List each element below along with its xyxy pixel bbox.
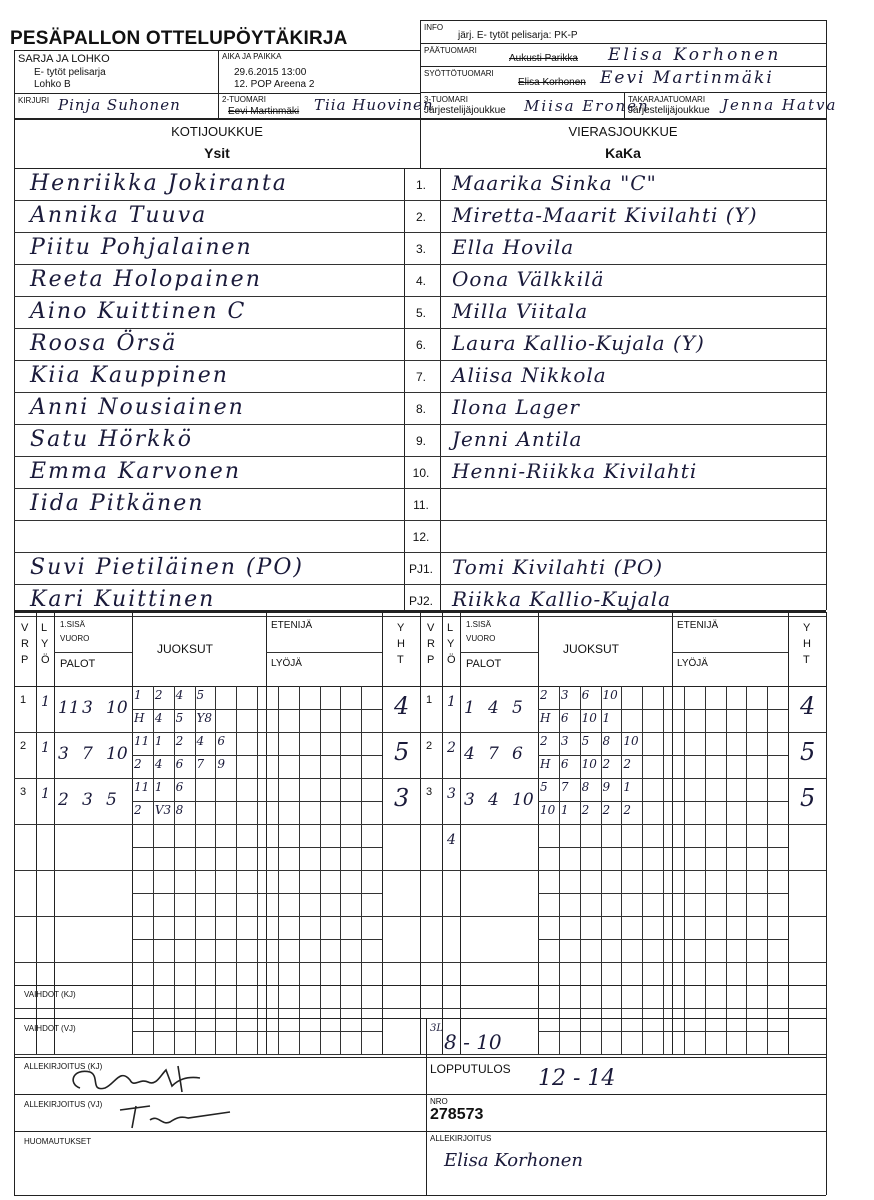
away-player-name: Ilona Lager (452, 395, 580, 419)
run-bottom-value: 10 (581, 757, 597, 771)
inning-number: 1 (20, 694, 27, 706)
run-bottom-value: Y8 (196, 711, 213, 725)
run-top-value: 1 (134, 688, 142, 702)
col-vrp-label: P (427, 654, 435, 666)
col-yht-label: T (803, 654, 810, 666)
home-coach-name: Kari Kuittinen (30, 587, 216, 612)
vaihdot-kj-label: VAIHDOT (KJ) (24, 990, 76, 999)
signature-kj (60, 1058, 220, 1100)
run-top-value: 8 (581, 780, 590, 794)
run-top-value: 11 (134, 734, 150, 748)
run-bottom-value: H (540, 711, 551, 725)
col-yht-label: H (803, 638, 811, 650)
roster-number: 1. (415, 178, 426, 192)
home-team-name: Ysit (204, 145, 230, 161)
col-lyoja-label: LYÖJÄ (271, 658, 302, 669)
run-top-value: 2 (154, 688, 163, 702)
run-top-value: 10 (602, 688, 618, 702)
tuomari2-handwritten: Tiia Huovinen (314, 96, 434, 114)
run-bottom-value: H (134, 711, 145, 725)
palot-value: 4 (464, 744, 475, 764)
run-top-value: 7 (560, 780, 569, 794)
home-player-name: Kiia Kauppinen (30, 363, 229, 388)
run-bottom-value: 6 (560, 757, 569, 771)
run-top-value: 1 (623, 780, 631, 794)
home-coach-name: Suvi Pietiläinen (PO) (30, 555, 304, 580)
inning-total: 5 (800, 738, 816, 766)
run-bottom-value: 6 (560, 711, 569, 725)
run-top-value: 6 (217, 734, 225, 748)
run-top-value: 4 (175, 688, 184, 702)
run-bottom-value: 1 (602, 711, 611, 725)
away-team-label: VIERASJOUKKUE (568, 124, 678, 139)
huomautukset-label: HUOMAUTUKSET (24, 1137, 92, 1146)
info-label: INFO (424, 23, 444, 32)
run-bottom-value: 10 (581, 711, 597, 725)
tuomari3-handwritten: Miisa Eronen (524, 97, 650, 115)
col-palot-label: PALOT (466, 658, 502, 670)
inning-number: 3 (20, 786, 27, 798)
inning-total: 5 (800, 784, 816, 812)
run-top-value: 6 (581, 688, 590, 702)
allekirjoitus-vj-label: ALLEKIRJOITUS (VJ) (24, 1100, 103, 1109)
home-player-name: Iida Pitkänen (30, 491, 205, 516)
side-score: 8 - 10 (444, 1030, 502, 1054)
roster-number: 11. (413, 498, 429, 512)
col-juoksut-label: JUOKSUT (157, 642, 214, 656)
sarja-value-2: Lohko B (34, 79, 71, 90)
inning-number: 3 (426, 786, 433, 798)
inning-number: 1 (426, 694, 433, 706)
palot-value: 6 (512, 744, 523, 764)
paatuomari-label: PÄÄTUOMARI (424, 46, 477, 55)
col-lyoja-label: LYÖJÄ (677, 658, 708, 669)
palot-value: 3 (82, 790, 93, 810)
run-bottom-value: 9 (217, 757, 225, 771)
col-juoksut-label: JUOKSUT (563, 642, 620, 656)
allekirjoitus-handwritten: Elisa Korhonen (444, 1150, 584, 1171)
run-bottom-value: 6 (175, 757, 184, 771)
col-yht-label: T (397, 654, 404, 666)
run-bottom-value: 5 (175, 711, 184, 725)
palot-value: 10 (106, 698, 128, 718)
takaraja-handwritten: Jenna Hatva (722, 96, 838, 114)
col-vuoro-label: VUORO (466, 634, 496, 643)
palot-value: 3 (464, 790, 475, 810)
roster-number: 6. (415, 338, 426, 352)
palot-value: 10 (512, 790, 534, 810)
paatuomari-handwritten: Elisa Korhonen (608, 45, 782, 65)
palot-value: 1 (464, 698, 475, 718)
inning-number: 2 (20, 740, 27, 752)
vaihdot-vj-label: VAIHDOT (VJ) (24, 1024, 76, 1033)
run-bottom-value: 7 (196, 757, 205, 771)
col-vrp-label: R (427, 638, 435, 650)
away-player-name: Laura Kallio-Kujala (Y) (452, 331, 705, 355)
run-top-value: 6 (175, 780, 184, 794)
takaraja-printed: Järjestelijäjoukkue (628, 105, 710, 116)
run-top-value: 3 (560, 688, 569, 702)
inning-total: 5 (394, 738, 410, 766)
away-player-name: Aliisa Nikkola (452, 363, 607, 387)
syottotuomari-printed: Elisa Korhonen (518, 77, 586, 88)
lyo-value: 1 (41, 694, 50, 710)
col-vrp-label: R (21, 638, 29, 650)
run-top-value: 1 (154, 734, 163, 748)
col-sisa-label: 1.SISÄ (60, 620, 85, 629)
col-sisa-label: 1.SISÄ (466, 620, 491, 629)
run-top-value: 1 (154, 780, 163, 794)
page-title: PESÄPALLON OTTELUPÖYTÄKIRJA (10, 28, 348, 49)
col-lyo-label: L (41, 622, 48, 634)
lyo-value: 1 (41, 740, 50, 756)
run-top-value: 8 (602, 734, 611, 748)
col-vrp-label: P (21, 654, 29, 666)
allekirjoitus-label: ALLEKIRJOITUS (430, 1134, 492, 1143)
run-bottom-value: H (540, 757, 551, 771)
syottotuomari-label: SYÖTTÖTUOMARI (424, 69, 494, 78)
run-top-value: 2 (540, 688, 548, 702)
run-bottom-value: 2 (602, 757, 611, 771)
run-bottom-value: 2 (134, 757, 142, 771)
col-lyo-label: Ö (447, 654, 456, 666)
run-bottom-value: 2 (581, 803, 590, 817)
inning-total: 4 (394, 692, 410, 720)
run-top-value: 3 (560, 734, 569, 748)
info-value: järj. E- tytöt pelisarja: PK-P (458, 30, 578, 41)
home-player-name: Reeta Holopainen (30, 267, 262, 292)
roster-number: 9. (415, 434, 426, 448)
run-top-value: 4 (196, 734, 205, 748)
kirjuri-handwritten: Pinja Suhonen (58, 96, 181, 114)
palot-value: 10 (106, 744, 128, 764)
lopputulos-label: LOPPUTULOS (430, 1062, 511, 1076)
home-player-name: Emma Karvonen (30, 459, 241, 484)
col-vuoro-label: VUORO (60, 634, 90, 643)
allekirjoitus-kj-label: ALLEKIRJOITUS (KJ) (24, 1062, 103, 1071)
palot-value: 2 (58, 790, 69, 810)
home-player-name: Piitu Pohjalainen (30, 235, 253, 260)
palot-value: 3 (82, 698, 93, 718)
away-player-name: Ella Hovila (452, 235, 575, 259)
roster-number: 10. (412, 466, 430, 480)
away-player-name: Henni-Riikka Kivilahti (452, 459, 698, 483)
col-lyo-label: Y (447, 638, 455, 650)
tuomari2-printed: Eevi Martinmäki (228, 106, 300, 117)
home-player-name: Satu Hörkkö (30, 427, 194, 452)
aika-value-1: 29.6.2015 13:00 (234, 67, 307, 78)
home-team-label: KOTIJOUKKUE (171, 124, 263, 139)
away-player-name: Oona Välkkilä (452, 267, 605, 291)
away-coach-name: Riikka Kallio-Kujala (452, 587, 672, 611)
col-palot-label: PALOT (60, 658, 96, 670)
run-bottom-value: 2 (602, 803, 611, 817)
nro-label: NRO (430, 1097, 448, 1106)
home-player-name: Anni Nousiainen (30, 395, 245, 420)
home-player-name: Aino Kuittinen C (30, 299, 247, 324)
run-top-value: 9 (602, 780, 611, 794)
away-player-name: Miretta-Maarit Kivilahti (Y) (452, 203, 758, 227)
palot-value: 4 (488, 790, 499, 810)
col-lyo-label: Y (41, 638, 49, 650)
lyo-value: 2 (447, 740, 456, 756)
run-bottom-value: 4 (154, 757, 163, 771)
run-top-value: 5 (581, 734, 590, 748)
col-vrp-label: V (21, 622, 29, 634)
inning-total: 3 (394, 784, 410, 812)
run-top-value: 10 (623, 734, 639, 748)
signature-vj (110, 1098, 240, 1132)
away-player-name: Maarika Sinka "C" (452, 171, 657, 195)
kirjuri-label: KIRJURI (18, 96, 50, 105)
run-bottom-value: 2 (623, 757, 631, 771)
inning-total: 4 (800, 692, 816, 720)
palot-value: 7 (488, 744, 499, 764)
takaraja-label: TAKARAJATUOMARI (628, 95, 706, 104)
sarja-value-1: E- tytöt pelisarja (34, 67, 106, 78)
lyo-value: 1 (447, 694, 456, 710)
col-etenija-label: ETENIJÄ (677, 620, 719, 631)
col-yht-label: Y (803, 622, 811, 634)
run-bottom-value: 2 (134, 803, 142, 817)
col-lyo-label: L (447, 622, 454, 634)
run-bottom-value: 4 (154, 711, 163, 725)
home-player-name: Henriikka Jokiranta (30, 171, 288, 196)
away-player-name: Jenni Antila (452, 427, 583, 451)
tuomari2-label: 2-TUOMARI (222, 95, 266, 104)
col-yht-label: H (397, 638, 405, 650)
home-player-name: Annika Tuuva (30, 203, 208, 228)
roster-number: 8. (415, 402, 426, 416)
roster-number: 5. (415, 306, 426, 320)
coach-number: PJ1. (408, 562, 433, 576)
roster-number: 4. (415, 274, 426, 288)
col-yht-label: Y (397, 622, 405, 634)
roster-number: 12. (412, 530, 430, 544)
away-coach-name: Tomi Kivilahti (PO) (452, 555, 664, 579)
run-bottom-value: 1 (560, 803, 569, 817)
aika-label: AIKA JA PAIKKA (222, 52, 282, 61)
coach-number: PJ2. (408, 594, 433, 608)
away-player-name: Milla Viitala (452, 299, 589, 323)
home-player-name: Roosa Örsä (30, 331, 178, 356)
roster-number: 2. (415, 210, 426, 224)
lopputulos-value: 12 - 14 (538, 1066, 616, 1091)
run-top-value: 5 (196, 688, 205, 702)
nro-value: 278573 (430, 1106, 484, 1123)
inning-number: 2 (426, 740, 433, 752)
lyo-value: 4 (447, 832, 456, 848)
run-bottom-value: 2 (623, 803, 631, 817)
col-lyo-label: Ö (41, 654, 50, 666)
run-top-value: 11 (134, 780, 150, 794)
run-top-value: 2 (175, 734, 184, 748)
palot-value: 7 (82, 744, 93, 764)
run-bottom-value: 8 (175, 803, 184, 817)
palot-value: 4 (488, 698, 499, 718)
syottotuomari-handwritten: Eevi Martinmäki (600, 68, 774, 88)
aika-value-2: 12. POP Areena 2 (234, 79, 315, 90)
palot-value: 3 (58, 744, 69, 764)
palot-value: 5 (106, 790, 117, 810)
col-vrp-label: V (427, 622, 435, 634)
col-etenija-label: ETENIJÄ (271, 620, 313, 631)
side-score-prefix: 3L (430, 1023, 444, 1034)
palot-value: 5 (512, 698, 523, 718)
run-top-value: 2 (540, 734, 548, 748)
sarja-label: SARJA JA LOHKO (18, 53, 110, 65)
roster-number: 7. (415, 370, 426, 384)
palot-value: 11 (58, 698, 80, 718)
run-bottom-value: V3 (154, 803, 172, 817)
run-bottom-value: 10 (540, 803, 556, 817)
lyo-value: 1 (41, 786, 50, 802)
roster-number: 3. (415, 242, 426, 256)
lyo-value: 3 (447, 786, 456, 802)
away-team-name: KaKa (605, 145, 641, 161)
run-top-value: 5 (540, 780, 548, 794)
tuomari3-printed: Järjestelijäjoukkue (424, 105, 506, 116)
paatuomari-printed: Aukusti Parikka (509, 53, 578, 64)
tuomari3-label: 3-TUOMARI (424, 95, 468, 104)
